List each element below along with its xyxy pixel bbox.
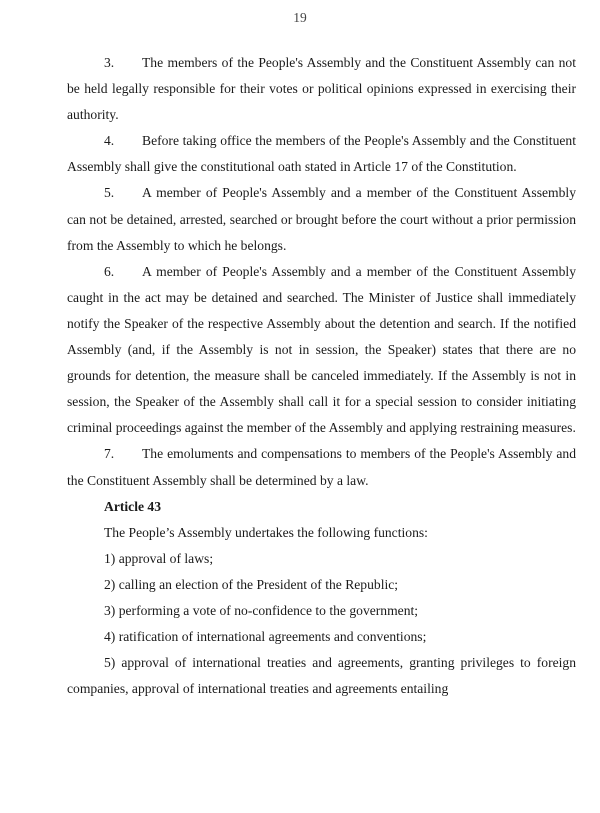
list-item: 2) calling an election of the President of the Republic; (104, 576, 399, 592)
paragraph-number: 3. (104, 55, 115, 70)
paragraph-text: Before taking office the members of the People's Assembly and the Constituent Assembly shall give the constitutional oath stated in Article 17 of the Constitution. (67, 133, 576, 175)
paragraph-4 (67, 128, 576, 180)
paragraph-number: 4. (104, 133, 115, 149)
list-item: 4) ratification of international agreements and conventions; (104, 629, 427, 645)
list-item: 3) performing a vote of no-confidence to the government; (104, 602, 419, 618)
paragraph-number: 5. (104, 185, 115, 201)
paragraph-text: A member of People's Assembly and a member of the Constituent Assembly caught in the act may be detained and searched. The Minister of Justice shall immediately notify the Speaker of the respective Assembly about the detention and search. If the notified Assembly (and, if the Assembly is not in session, the Speaker) states that there are no grounds for detention, the measure shall be canceled immediately. If the Assembly is not in session, the Speaker of the Assembly shall call it for a special session to consider initiating criminal proceedings against the member of the Assembly and applying restraining measures. (67, 263, 576, 436)
paragraph-5 (67, 180, 576, 258)
paragraph-number: 6. (104, 263, 115, 279)
list-item: 1) approval of laws; (104, 550, 214, 566)
paragraph-6 (67, 259, 576, 442)
list-item: 5) approval of international treaties and agreements, granting privileges to foreign companies, approval of international treaties and agreements entailing (67, 655, 576, 697)
paragraph-3 (67, 50, 576, 128)
paragraph-text: The emoluments and compensations to members of the People's Assembly and the Constituent Assembly shall be determined by a law. (67, 446, 576, 488)
paragraph-number: 7. (104, 446, 115, 462)
page-content (67, 50, 576, 702)
page-number: 19 (293, 10, 307, 25)
article-heading: Article 43 (104, 498, 161, 514)
paragraph-text: A member of People's Assembly and a member of the Constituent Assembly can not be detained, arrested, searched or brought before the court without a prior permission from the Assembly to which he belongs. (67, 185, 576, 253)
paragraph-7 (67, 441, 576, 493)
paragraph-text: The members of the People's Assembly and the Constituent Assembly can not be held legally responsible for their votes or political opinions expressed in exercising their authority. (67, 55, 576, 123)
article-intro: The People’s Assembly undertakes the following functions: (104, 524, 428, 540)
